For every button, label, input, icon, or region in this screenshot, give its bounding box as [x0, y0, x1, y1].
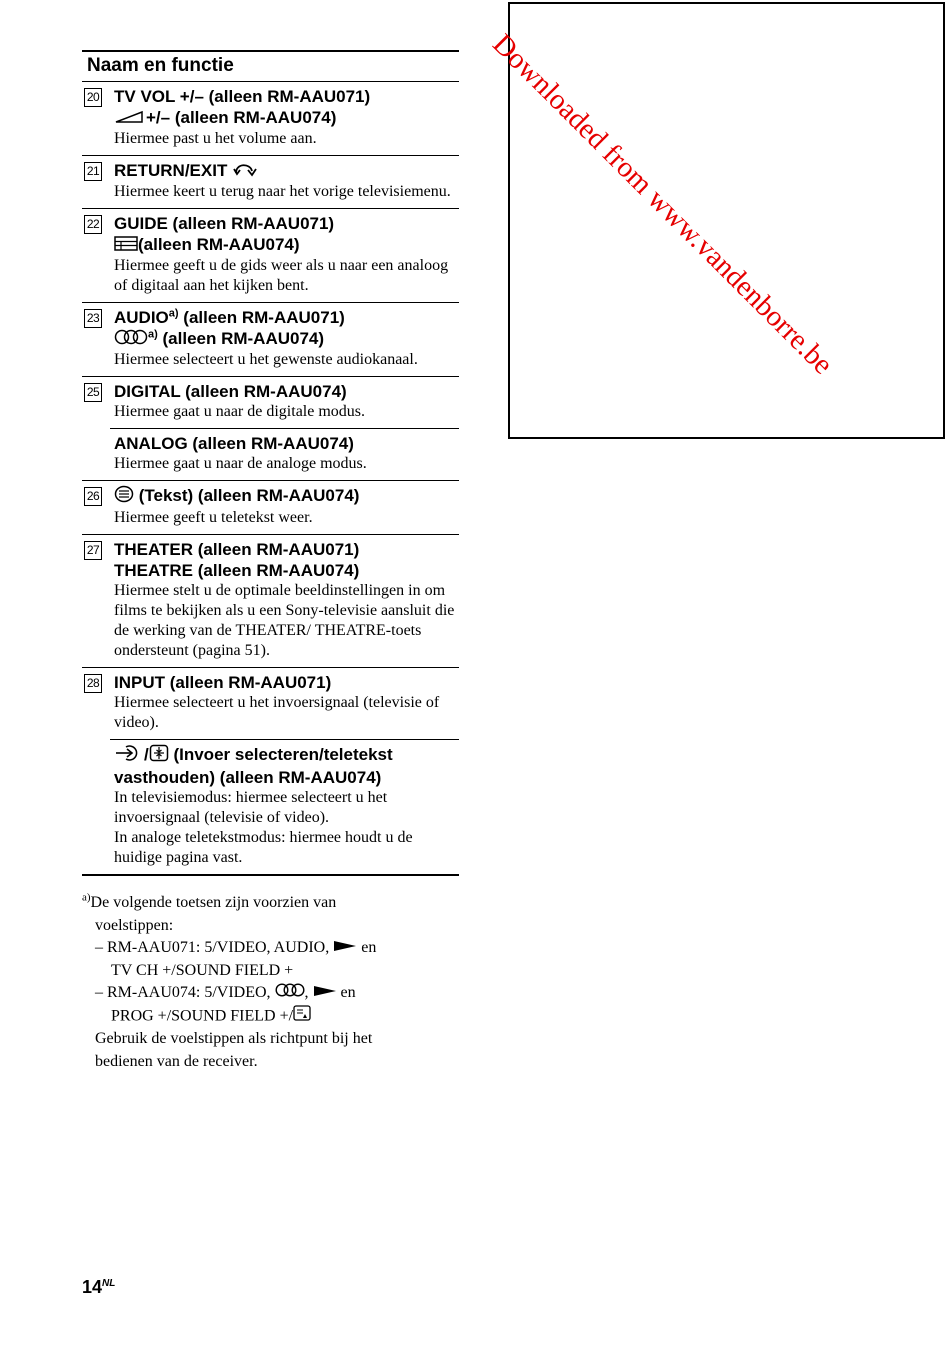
- teletext-icon: [293, 1005, 311, 1029]
- entry-description: Hiermee gaat u naar de digitale modus.: [114, 403, 366, 421]
- watermark-text[interactable]: Downloaded from www.vandenborre.be: [486, 28, 840, 381]
- audio-circles-icon: [275, 982, 305, 1005]
- item-number: 27: [84, 541, 102, 560]
- item-number: 25: [84, 383, 102, 402]
- footnote-item: – RM-AAU071: 5/VIDEO, AUDIO, en: [82, 937, 462, 960]
- footnote-line: voelstippen:: [95, 916, 174, 934]
- volume-icon: [114, 108, 146, 129]
- entry-28-input-select: [82, 740, 459, 876]
- entry-25: [82, 377, 459, 428]
- entry-26: [82, 481, 459, 535]
- footnote-line: Gebruik de voelstippen als richtpunt bij het: [95, 1030, 373, 1048]
- entry-21: [82, 156, 459, 209]
- item-number: 21: [84, 162, 102, 181]
- entry-description: In televisiemodus: hiermee selecteert u het invoersignaal (televisie of video).: [114, 789, 388, 827]
- function-table: [82, 50, 459, 876]
- entry-description: Hiermee stelt u de optimale beeldinstellingen in om films te bekijken als u een Sony-televisie aansluit die de werking van de THEATER/ THEATRE-toets ondersteunt (pagina 51).: [114, 582, 455, 660]
- item-number: 22: [84, 215, 102, 234]
- entry-title: AUDIO$^{a)}$ (alleen RM-AAU071): [114, 307, 345, 328]
- footnote: [82, 892, 462, 1073]
- teletext-icon: [114, 485, 134, 508]
- entry-title: / (Invoer selecteren/teletekst vasthouden) (alleen RM-AAU074): [114, 745, 393, 788]
- footnote-mark: a): [82, 891, 91, 904]
- entry-title: INPUT (alleen RM-AAU071): [114, 673, 332, 693]
- entry-title: TV VOL +/– (alleen RM-AAU071): [114, 87, 371, 106]
- audio-circles-icon: [114, 329, 148, 350]
- entry-title: ANALOG (alleen RM-AAU074): [114, 434, 354, 454]
- entry-description: Hiermee past u het volume aan.: [114, 130, 317, 148]
- entry-25-analog: [82, 429, 459, 481]
- entry-23: [82, 303, 459, 377]
- entry-27: [82, 535, 459, 668]
- play-icon: [313, 982, 337, 1005]
- item-number: 28: [84, 674, 102, 693]
- entry-description: Hiermee keert u terug naar het vorige televisiemenu.: [114, 183, 451, 201]
- footnote-line: $^{a)}$De volgende toetsen zijn voorzien van: [82, 891, 337, 911]
- entry-title-2: +/– (alleen RM-AAU074): [114, 107, 459, 129]
- entry-title-2: $^{a)}$ (alleen RM-AAU074): [114, 328, 459, 350]
- entry-title-2: (alleen RM-AAU074): [114, 234, 459, 256]
- teletext-hold-icon: [149, 744, 169, 767]
- footnote-line: bedienen van de receiver.: [95, 1052, 258, 1070]
- guide-icon: [114, 235, 138, 256]
- entry-description: Hiermee geeft u teletekst weer.: [114, 509, 313, 527]
- entry-description: Hiermee geeft u de gids weer als u naar een analoog of digitaal aan het kijken bent.: [114, 257, 449, 295]
- entry-title-2: THEATRE (alleen RM-AAU074): [114, 561, 360, 581]
- play-icon: [333, 937, 357, 960]
- table-header: Naam en functie: [82, 50, 459, 82]
- item-number: 23: [84, 309, 102, 328]
- entry-title: THEATER (alleen RM-AAU071): [114, 540, 360, 560]
- footnote-item: – RM-AAU074: 5/VIDEO, , en: [82, 982, 462, 1005]
- input-select-icon: [114, 745, 144, 766]
- entry-description: Hiermee selecteert u het invoersignaal (televisie of video).: [114, 694, 440, 732]
- footnote-item: PROG +/SOUND FIELD +/: [82, 1005, 462, 1029]
- page-number: $14^{NL}$: [82, 1277, 116, 1297]
- entry-title: GUIDE (alleen RM-AAU071): [114, 214, 335, 234]
- entry-22: [82, 209, 459, 303]
- return-arrow-icon: [232, 161, 258, 182]
- watermark-box: [508, 2, 945, 439]
- item-number: 20: [84, 88, 102, 107]
- entry-description-2: In analoge teletekstmodus: hiermee houdt u de huidige pagina vast.: [114, 829, 413, 867]
- entry-description: Hiermee gaat u naar de analoge modus.: [114, 455, 367, 473]
- entry-28: [82, 668, 459, 739]
- footnote-item: TV CH +/SOUND FIELD +: [111, 961, 294, 979]
- entry-title: (Tekst) (alleen RM-AAU074): [114, 485, 459, 508]
- entry-title: DIGITAL (alleen RM-AAU074): [114, 382, 347, 402]
- entry-20: [82, 82, 459, 156]
- item-number: 26: [84, 487, 102, 506]
- entry-title: RETURN/EXIT: [114, 160, 459, 182]
- entry-description: Hiermee selecteert u het gewenste audiokanaal.: [114, 351, 418, 369]
